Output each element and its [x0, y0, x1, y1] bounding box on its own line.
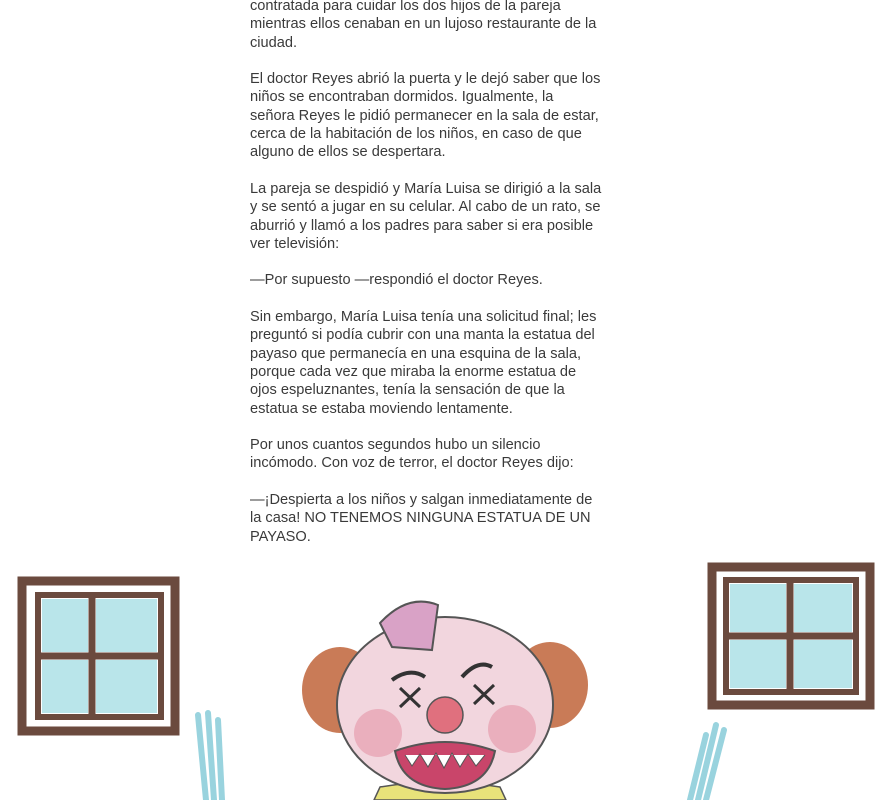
paragraph-5: Sin embargo, María Luisa tenía una solicitud final; les preguntó si podía cubrir con una manta la estatua del payaso que permanecía en una esquina de la sala, porque cada vez que miraba la enorme estatua de ojos espeluznantes, tenía la sensación de que la estatua se estaba moviendo lentamente. [250, 309, 597, 417]
paragraph-2: El doctor Reyes abrió la puerta y le dejó saber que los niños se encontraban dormidos. Igualmente, la señora Reyes le pidió permanecer en la sala de estar, cerca de la habitación de los niños, en caso de que alguno de ellos se despertara. [250, 71, 601, 161]
right-window [712, 567, 870, 705]
clown-illustration [0, 555, 879, 800]
paragraph-3: La pareja se despidió y María Luisa se dirigió a la sala y se sentó a jugar en su celular. Al cabo de un rato, se aburrió y llamó a los padres para saber si era posible ver televisión: [250, 180, 602, 252]
story-text [250, 0, 620, 564]
paragraph-7: —¡Despierta a los niños y salgan inmediatamente de la casa! NO TENEMOS NINGUNA ESTATUA DE UN PAYASO. [250, 492, 593, 545]
paragraph-4: —Por supuesto —respondió el doctor Reyes. [250, 272, 543, 289]
paragraph-1: contratada para cuidar los dos hijos de la pareja mientras ellos cenaban en un lujoso restaurante de la ciudad. [250, 0, 597, 51]
clown [198, 602, 724, 800]
paragraph-6: Por unos cuantos segundos hubo un silencio incómodo. Con voz de terror, el doctor Reyes dijo: [250, 437, 574, 472]
left-window [22, 581, 175, 731]
